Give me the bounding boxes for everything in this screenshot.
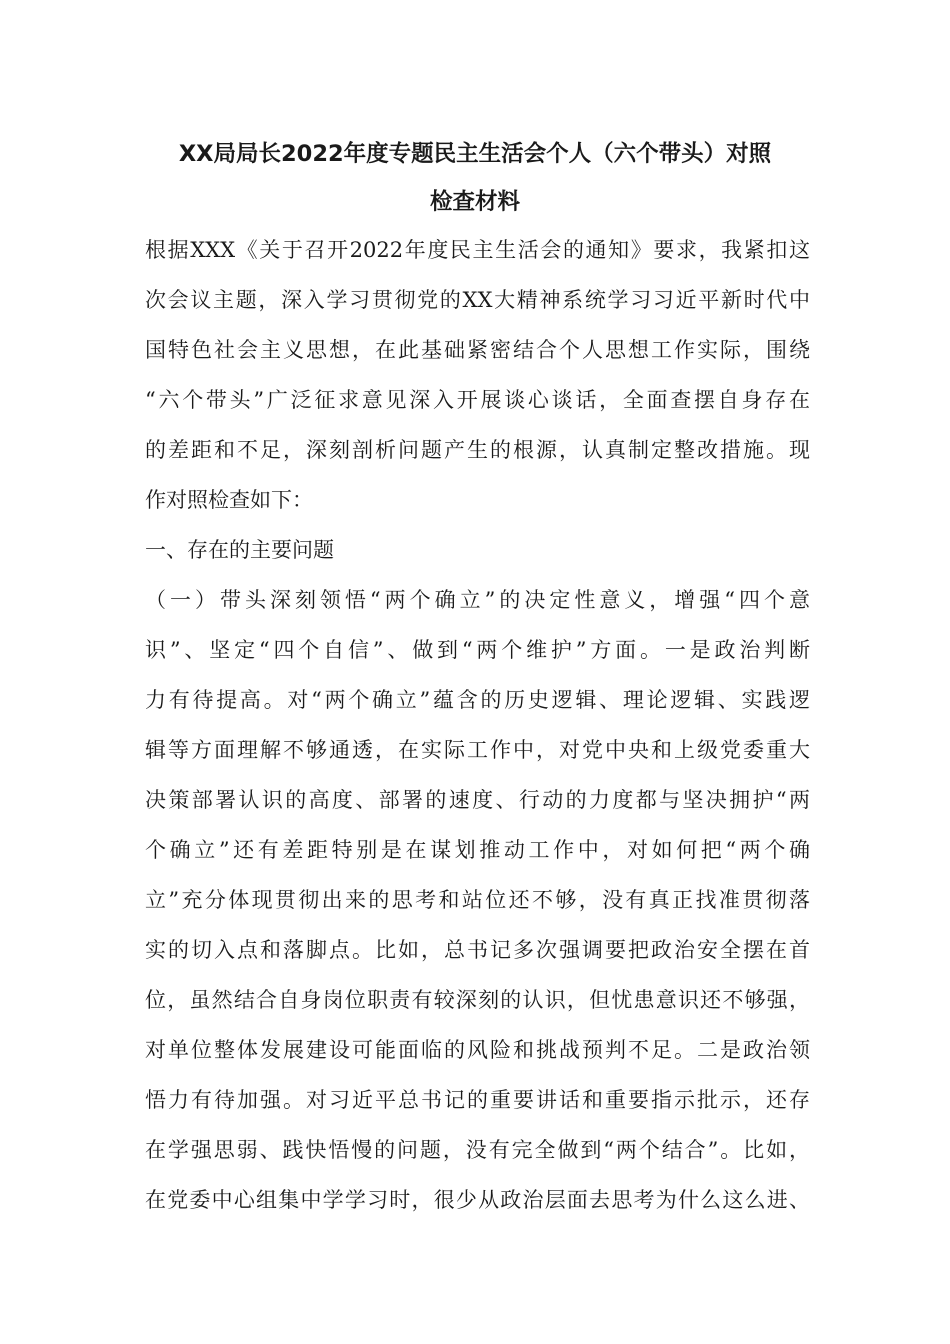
body-line: 在学强思弱、践快悟慢的问题，没有完全做到“两个结合”。比如，	[145, 1138, 810, 1162]
body-line: 立”充分体现贯彻出来的思考和站位还不够，没有真正找准贯彻落	[145, 888, 810, 912]
section-heading: 一、存在的主要问题	[145, 538, 334, 562]
body-line: 识”、坚定“四个自信”、做到“两个维护”方面。一是政治判断	[145, 638, 810, 662]
body-line: 实的切入点和落脚点。比如，总书记多次强调要把政治安全摆在首	[145, 938, 810, 962]
body-line: 的差距和不足，深刻剖析问题产生的根源，认真制定整改措施。现	[145, 438, 810, 462]
body-line: 力有待提高。对“两个确立”蕴含的历史逻辑、理论逻辑、实践逻	[145, 688, 810, 712]
body-line: 悟力有待加强。对习近平总书记的重要讲话和重要指示批示，还存	[145, 1088, 810, 1112]
body-line: 国特色社会主义思想，在此基础紧密结合个人思想工作实际，围绕	[145, 338, 810, 362]
body-line: 根据XXX《关于召开2022年度民主生活会的通知》要求，我紧扣这	[145, 238, 810, 262]
body-line: 决策部署认识的高度、部署的速度、行动的力度都与坚决拥护“两	[145, 788, 810, 812]
body-line: 次会议主题，深入学习贯彻党的XX大精神系统学习习近平新时代中	[145, 288, 810, 312]
body-line: 个确立”还有差距特别是在谋划推动工作中，对如何把“两个确	[145, 838, 810, 862]
body-line: （一）带头深刻领悟“两个确立”的决定性意义，增强“四个意	[145, 588, 810, 612]
body-line: “六个带头”广泛征求意见深入开展谈心谈话，全面查摆自身存在	[145, 388, 810, 412]
document-title-line-1: XX局局长2022年度专题民主生活会个人（六个带头）对照	[178, 141, 772, 167]
body-line: 在党委中心组集中学学习时，很少从政治层面去思考为什么这么进、	[145, 1188, 810, 1212]
body-line: 对单位整体发展建设可能面临的风险和挑战预判不足。二是政治领	[145, 1038, 810, 1062]
body-line: 位，虽然结合自身岗位职责有较深刻的认识，但忧患意识还不够强，	[145, 988, 810, 1012]
body-line: 作对照检查如下：	[145, 488, 313, 512]
document-title-line-2: 检查材料	[429, 189, 520, 215]
body-line: 辑等方面理解不够通透，在实际工作中，对党中央和上级党委重大	[145, 738, 810, 762]
